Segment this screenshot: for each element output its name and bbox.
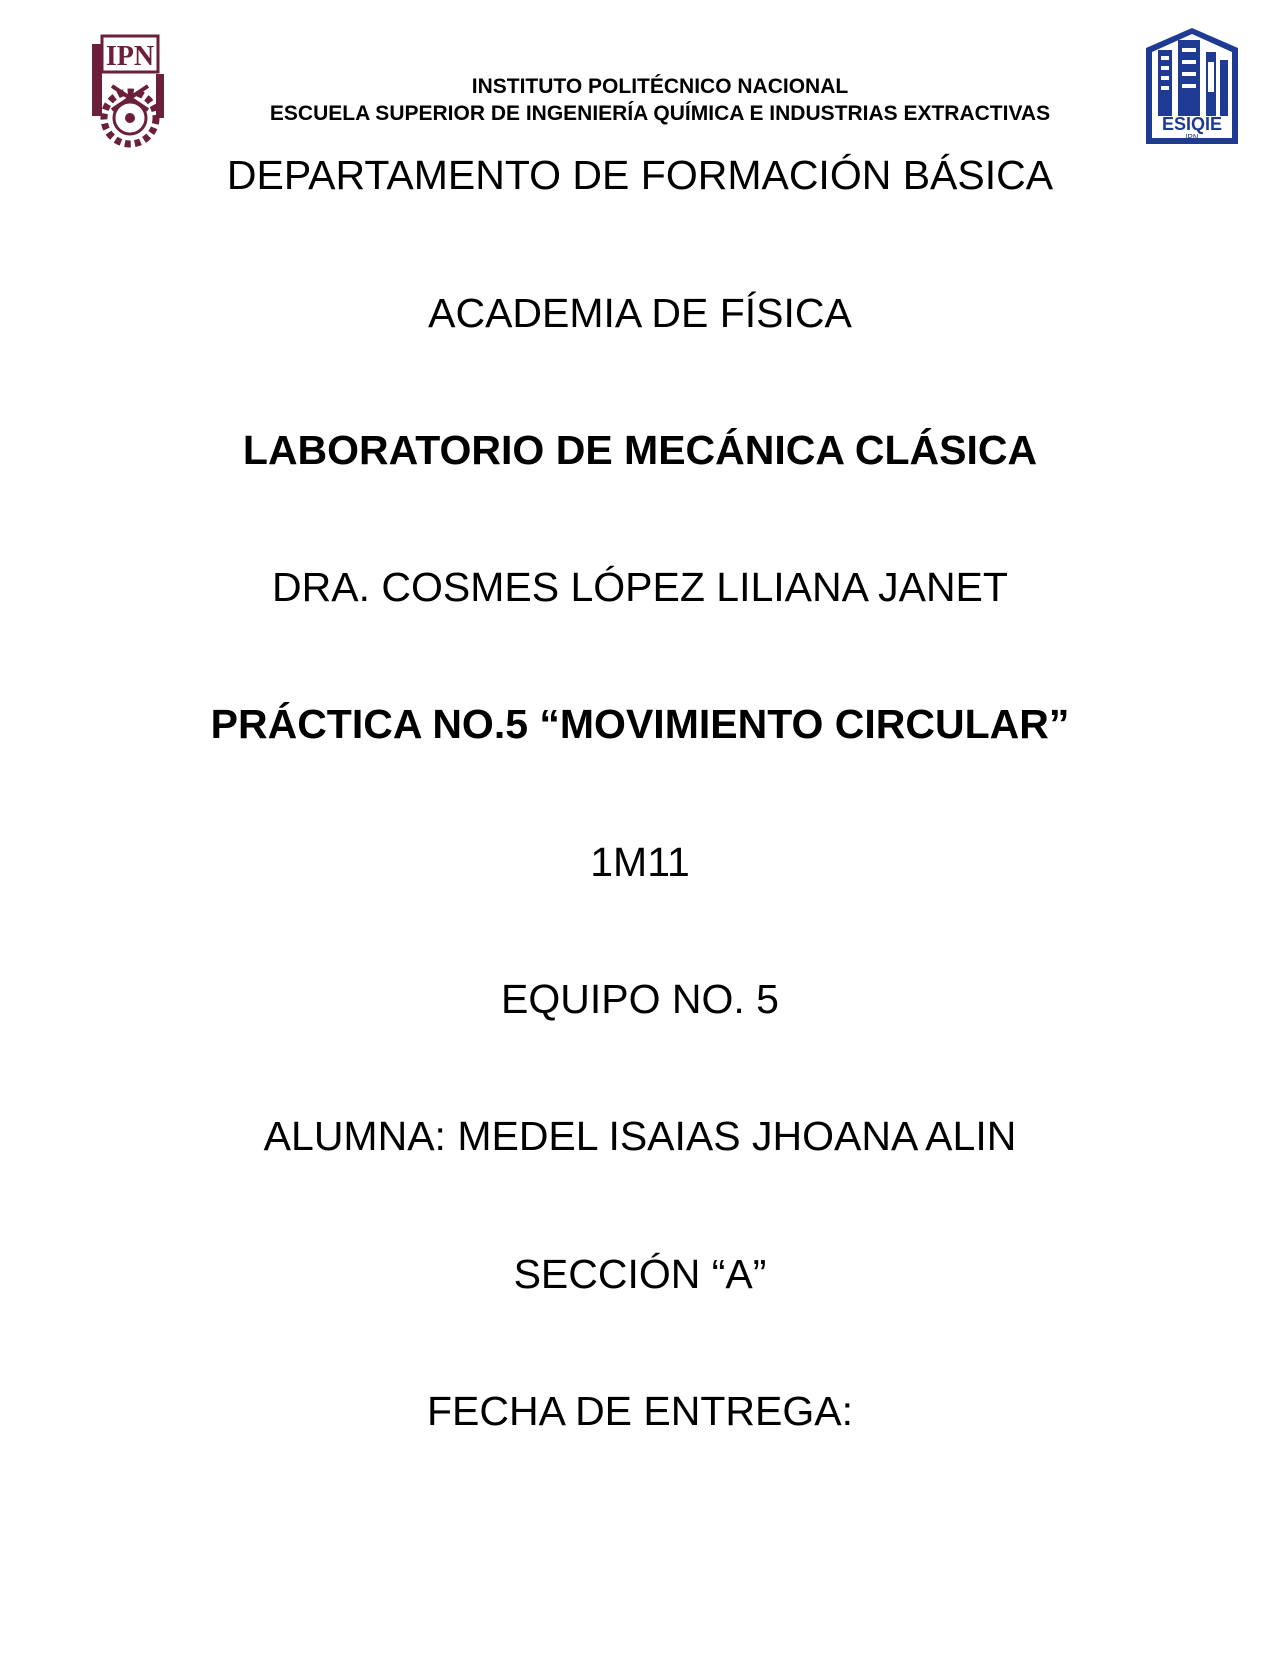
svg-text:IPN: IPN [105, 41, 155, 72]
laboratory-title: LABORATORIO DE MECÁNICA CLÁSICA [242, 427, 1038, 473]
section-label: SECCIÓN “A” [513, 1251, 767, 1297]
svg-text:ESIQIE: ESIQIE [1161, 114, 1223, 134]
practice-title: PRÁCTICA NO.5 “MOVIMIENTO CIRCULAR” [210, 701, 1070, 747]
department-title: DEPARTAMENTO DE FORMACIÓN BÁSICA [226, 152, 1054, 198]
professor-name: DRA. COSMES LÓPEZ LILIANA JANET [272, 564, 1008, 610]
group-code: 1M11 [590, 839, 690, 885]
team-number: EQUIPO NO. 5 [501, 976, 779, 1022]
delivery-date-label: FECHA DE ENTREGA: [426, 1388, 853, 1434]
school-name: ESCUELA SUPERIOR DE INGENIERÍA QUÍMICA E INDUSTRIAS EXTRACTIVAS [269, 102, 1051, 125]
svg-text:IPN: IPN [1185, 133, 1199, 142]
student-name: ALUMNA: MEDEL ISAIAS JHOANA ALIN [263, 1113, 1017, 1159]
academy-title: ACADEMIA DE FÍSICA [428, 290, 852, 336]
institution-name: INSTITUTO POLITÉCNICO NACIONAL [471, 75, 849, 98]
